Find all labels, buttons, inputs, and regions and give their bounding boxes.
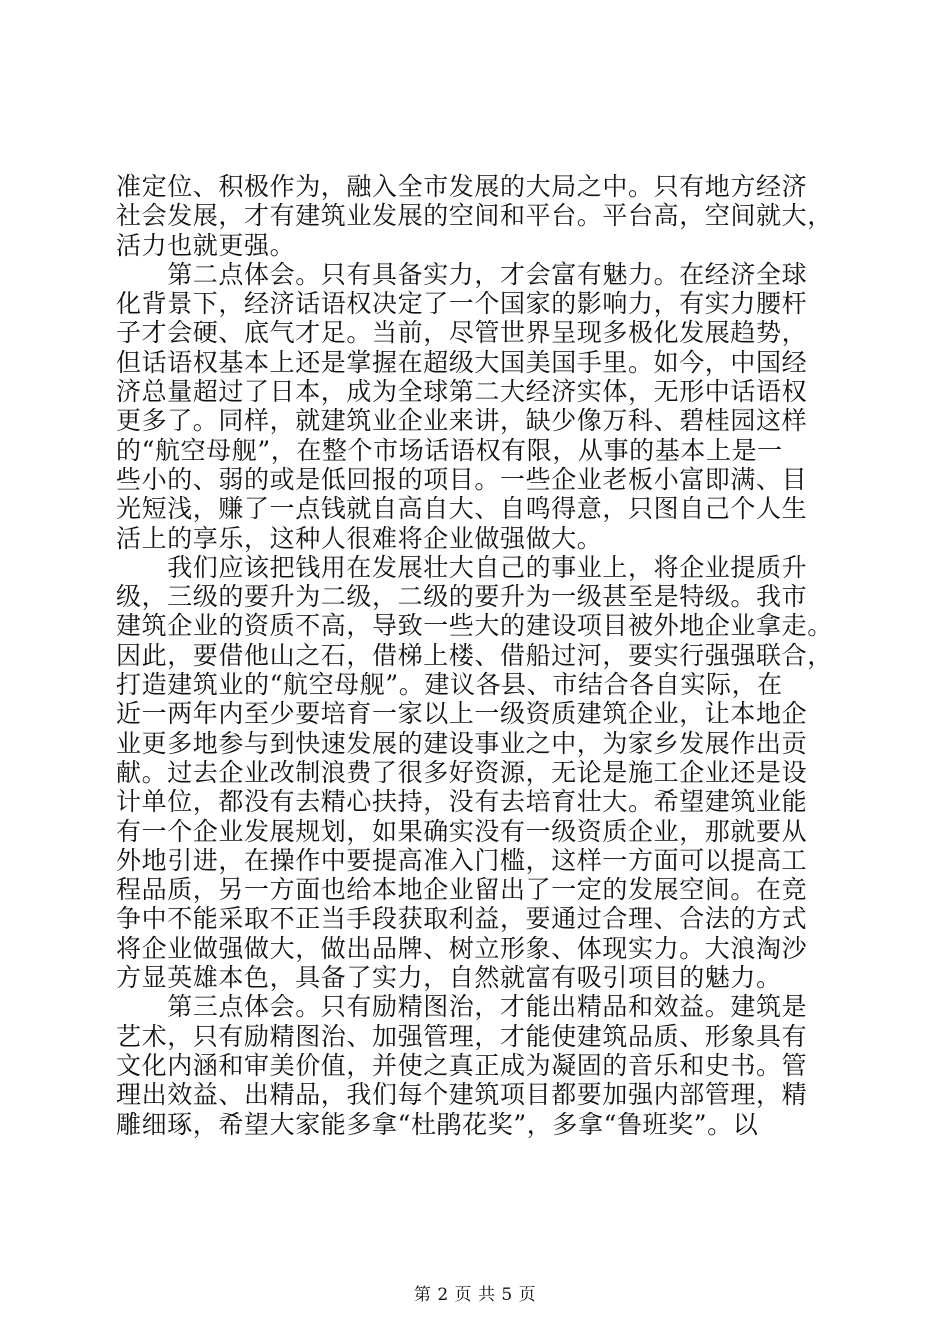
- text-line: 些小的、弱的或是低回报的项目。一些企业老板小富即满、目: [116, 464, 808, 494]
- text-line: 活上的享乐，这种人很难将企业做强做大。: [116, 523, 603, 553]
- text-line: 光短浅，赚了一点钱就自高自大、自鸣得意，只图自己个人生: [116, 494, 808, 524]
- text-line: 级，三级的要升为二级，二级的要升为一级甚至是特级。我市: [116, 582, 808, 612]
- text-line: 计单位，都没有去精心扶持，没有去培育壮大。希望建筑业能: [116, 787, 808, 817]
- text-line: 程品质，另一方面也给本地企业留出了一定的发展空间。在竞: [116, 875, 808, 905]
- text-line: 更多了。同样，就建筑业企业来讲，缺少像万科、碧桂园这样: [116, 406, 808, 436]
- text-line: 文化内涵和审美价值，并使之真正成为凝固的音乐和史书。管: [116, 1050, 808, 1080]
- text-line: 第三点体会。只有励精图治，才能出精品和效益。建筑是: [116, 992, 808, 1022]
- text-line: 理出效益、出精品，我们每个建筑项目都要加强内部管理，精: [116, 1080, 808, 1110]
- text-line: 将企业做强做大，做出品牌、树立形象、体现实力。大浪淘沙: [116, 933, 808, 963]
- text-line: 第二点体会。只有具备实力，才会富有魅力。在经济全球: [116, 259, 808, 289]
- text-line: 有一个企业发展规划，如果确实没有一级资质企业，那就要从: [116, 816, 808, 846]
- page-footer: 第 2 页 共 5 页: [413, 1285, 537, 1305]
- text-line: 建筑企业的资质不高，导致一些大的建设项目被外地企业拿走。: [116, 611, 833, 641]
- text-line: 我们应该把钱用在发展壮大自己的事业上，将企业提质升: [116, 552, 808, 582]
- text-line: 准定位、积极作为，融入全市发展的大局之中。只有地方经济: [116, 172, 808, 201]
- text-line: 近一两年内至少要培育一家以上一级资质建筑企业，让本地企: [116, 699, 808, 729]
- text-line: 化背景下，经济话语权决定了一个国家的影响力，有实力腰杆: [116, 289, 808, 319]
- text-line: 因此，要借他山之石，借梯上楼、借船过河，要实行强强联合，: [116, 640, 833, 670]
- text-line: 雕细琢，希望大家能多拿“杜鹃花奖”，多拿“鲁班奖”。以: [116, 1109, 759, 1139]
- text-line: 献。过去企业改制浪费了很多好资源，无论是施工企业还是设: [116, 757, 808, 787]
- text-line: 活力也就更强。: [116, 230, 296, 260]
- text-line: 子才会硬、底气才足。当前，尽管世界呈现多极化发展趋势，: [116, 318, 808, 348]
- text-line: 艺术，只有励精图治、加强管理，才能使建筑品质、形象具有: [116, 1021, 808, 1051]
- text-line: 争中不能采取不正当手段获取利益，要通过合理、合法的方式: [116, 904, 808, 934]
- text-line: 方显英雄本色，具备了实力，自然就富有吸引项目的魅力。: [116, 963, 782, 993]
- text-line: 但话语权基本上还是掌握在超级大国美国手里。如今，中国经: [116, 347, 808, 377]
- text-line: 社会发展，才有建筑业发展的空间和平台。平台高，空间就大，: [116, 201, 833, 231]
- text-line: 打造建筑业的“航空母舰”。建议各县、市结合各自实际，在: [116, 670, 783, 700]
- text-line: 业更多地参与到快速发展的建设事业之中，为家乡发展作出贡: [116, 728, 808, 758]
- text-line: 济总量超过了日本，成为全球第二大经济实体，无形中话语权: [116, 377, 808, 407]
- text-line: 外地引进，在操作中要提高准入门槛，这样一方面可以提高工: [116, 845, 808, 875]
- document-body: [116, 172, 836, 1139]
- text-line: 的“航空母舰”，在整个市场话语权有限，从事的基本上是一: [116, 435, 783, 465]
